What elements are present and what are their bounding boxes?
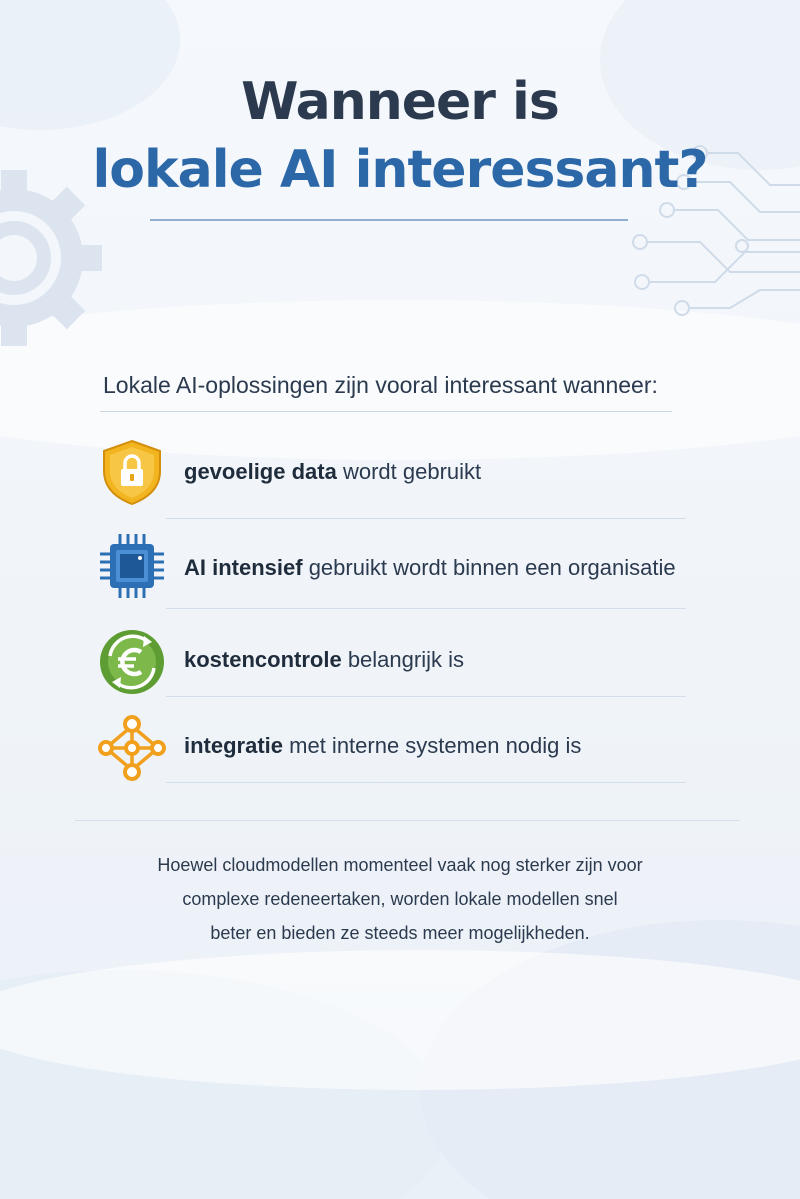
item-divider	[166, 782, 686, 783]
item-divider	[166, 608, 686, 609]
list-item-cost-control	[0, 626, 800, 706]
shield-lock-icon	[98, 438, 166, 506]
item-divider	[166, 518, 686, 519]
closing-line: beter en bieden ze steeds meer mogelijkheden.	[210, 923, 590, 943]
list-item-text: gevoelige data wordt gebruikt	[184, 459, 482, 484]
list-item-text: integratie met interne systemen nodig is	[184, 733, 582, 758]
intro-text: Lokale AI-oplossingen zijn vooral interessant wanneer:	[103, 372, 658, 398]
list-item-text: AI intensief gebruikt wordt binnen een organisatie	[184, 555, 676, 580]
page-title-line-2: lokale AI interessant?	[92, 140, 708, 200]
list-item-integration	[0, 714, 800, 794]
item-divider	[166, 696, 686, 697]
list-item-sensitive-data	[0, 438, 800, 518]
network-nodes-icon	[98, 714, 166, 782]
page-title-line-1: Wanneer is	[241, 72, 559, 132]
closing-line: complexe redeneertaken, worden lokale modellen snel	[182, 889, 618, 909]
cpu-chip-icon	[98, 532, 166, 600]
euro-cycle-icon	[98, 628, 166, 696]
list-item-ai-intensive	[0, 532, 800, 612]
intro-divider	[100, 411, 672, 412]
footer-divider	[75, 820, 740, 821]
title-divider	[150, 219, 628, 221]
closing-line: Hoewel cloudmodellen momenteel vaak nog sterker zijn voor	[157, 855, 643, 875]
list-item-text: kostencontrole belangrijk is	[184, 647, 464, 672]
closing-paragraph	[100, 848, 700, 950]
